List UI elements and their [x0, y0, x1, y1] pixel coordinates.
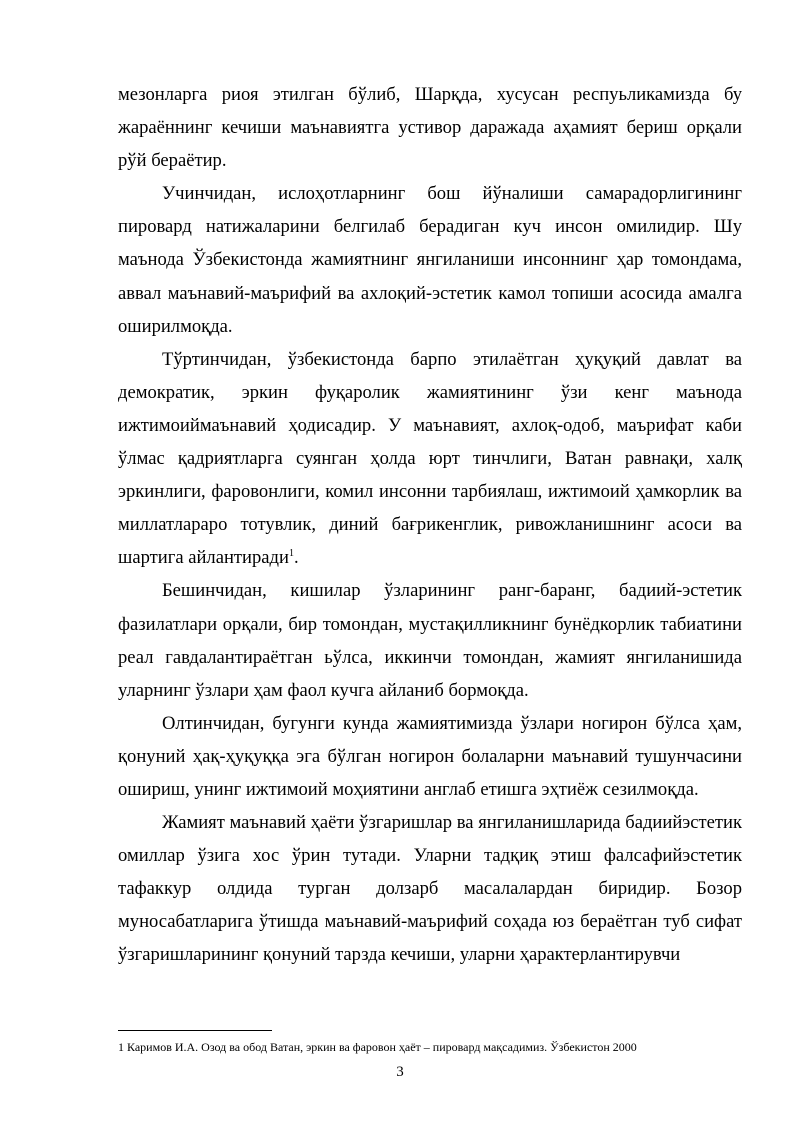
footnote-separator: [118, 1030, 272, 1031]
paragraph-text: Учинчидан, ислоҳотларнинг бош йўналиши самарадорлигининг пировард натижаларини белгилаб берадиган куч инсон омилидир. Шу маънода Ўзбекистонда жамиятнинг янгиланиши инсоннинг ҳар томондама, аввал маънавий-маърифий ва ахлоқий-эстетик камол топиши асосида амалга оширилмоқда.: [118, 183, 742, 337]
paragraph-third-point: [118, 177, 742, 342]
paragraph-fifth-point: [118, 574, 742, 706]
footnote-text: 1 Каримов И.А. Озод ва обод Ватан, эркин ва фаровон ҳаёт – пировард мақсадимиз. Ўзбекистон 2000: [118, 1040, 637, 1054]
paragraph-text: Бешинчидан, кишилар ўзларининг ранг-баранг, бадиий-эстетик фазилатлари орқали, бир томондан, мустақилликнинг бунёдкорлик табиатини реал гавдалантираётган ьўлса, иккинчи томондан, жамият янгиланишида уларнинг ўзлари ҳам фаол кучга айланиб бормоқда.: [118, 580, 742, 701]
paragraph-text: Жамият маънавий ҳаёти ўзгаришлар ва янгиланишларида бадиийэстетик омиллар ўзига хос ўрин тутади. Уларни тадқиқ этиш фалсафийэстетик тафаккур олдида турган долзарб масалалардан биридир. Бозор муносабатларига ўтишда маънавий-маърифий соҳада юз бераётган туб сифат ўзгаришларининг қонуний тарзда кечиши, уларни ҳарактерлантирувчи: [118, 812, 742, 966]
paragraph-fourth-point: [118, 343, 742, 575]
paragraph-continuation: [118, 78, 742, 177]
paragraph-society-spiritual-life: [118, 806, 742, 971]
paragraph-text: мезонларга риоя этилган бўлиб, Шарқда, хусусан респуьликамизда бу жараённинг кечиши маънавиятга устивор даражада аҳамият бериш орқали рўй бераётир.: [118, 84, 742, 172]
paragraph-trailing-punctuation: .: [293, 547, 299, 569]
document-body: [118, 78, 742, 972]
page-number: 3: [396, 1064, 404, 1080]
paragraph-text: Тўртинчидан, ўзбекистонда барпо этилаётган ҳуқуқий давлат ва демократик, эркин фуқаролик жамиятининг ўзи кенг маънода ижтимоиймаънавий ҳодисадир. У маънавият, ахлоқ-одоб, маърифат каби ўлмас қадриятларга суянган ҳолда юрт тинчлиги, Ватан равнақи, халқ эркинлиги, фаровонлиги, комил инсонни тарбиялаш, ижтимоий ҳамкорлик ва миллатлараро тотувлик, диний бағрикенглик, ривожланишнинг асоси ва шартига айлантиради: [118, 348, 742, 569]
paragraph-text: Олтинчидан, бугунги кунда жамиятимизда ўзлари ногирон бўлса ҳам, қонуний ҳақ-ҳуқуққа эга бўлган ногирон болаларни маънавий тушунчасини ошириш, унинг ижтимоий моҳиятини англаб етишга эҳтиёж сезилмоқда.: [118, 712, 742, 800]
footnote-reference[interactable]: 1: [288, 548, 294, 560]
paragraph-sixth-point: [118, 707, 742, 806]
